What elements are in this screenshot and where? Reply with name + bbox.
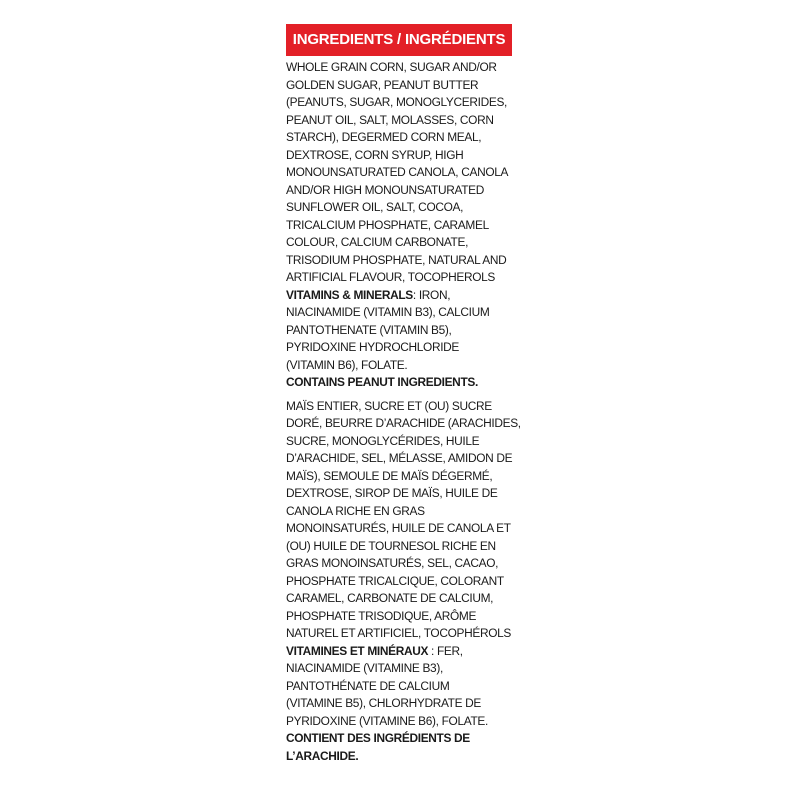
ingredient-line: MONOUNSATURATED CANOLA, CANOLA bbox=[286, 165, 509, 179]
vitamins-line: NIACINAMIDE (VITAMIN B3), CALCIUM bbox=[286, 305, 490, 319]
ingredient-line: CARAMEL, CARBONATE DE CALCIUM, bbox=[286, 591, 494, 605]
ingredient-line: SUNFLOWER OIL, SALT, COCOA, bbox=[286, 200, 464, 214]
ingredient-line: PHOSPHATE TRICALCIQUE, COLORANT bbox=[286, 573, 504, 588]
french-ingredients bbox=[286, 398, 521, 766]
ingredient-line: AND/OR HIGH MONOUNSATURATED bbox=[286, 182, 484, 197]
ingredient-line: TRICALCIUM PHOSPHATE, CARAMEL bbox=[286, 217, 489, 232]
ingredient-line: COLOUR, CALCIUM CARBONATE, bbox=[286, 235, 469, 249]
vitamins-label: VITAMINS & MINERALS bbox=[286, 287, 413, 302]
ingredient-line: SUCRE, MONOGLYCÉRIDES, HUILE bbox=[286, 433, 480, 448]
english-ingredients bbox=[286, 59, 513, 392]
ingredient-line: STARCH), DEGERMED CORN MEAL, bbox=[286, 130, 482, 144]
vitamins-line: NIACINAMIDE (VITAMINE B3), bbox=[286, 661, 443, 675]
ingredient-line: CANOLA RICHE EN GRAS bbox=[286, 503, 425, 518]
vitamins-line: PYRIDOXINE (VITAMINE B6), FOLATE. bbox=[286, 713, 488, 728]
ingredient-line: PEANUT OIL, SALT, MOLASSES, CORN bbox=[286, 112, 494, 127]
allergen-statement: CONTIENT DES INGRÉDIENTS DE bbox=[286, 731, 470, 745]
ingredient-line: MAÏS), SEMOULE DE MAÏS DÉGERMÉ, bbox=[286, 468, 493, 483]
ingredient-line: GOLDEN SUGAR, PEANUT BUTTER bbox=[286, 77, 479, 92]
ingredient-line: DEXTROSE, SIROP DE MAÏS, HUILE DE bbox=[286, 486, 498, 500]
ingredient-line: NATUREL ET ARTIFICIEL, TOCOPHÉROLS bbox=[286, 626, 511, 640]
ingredient-line: DEXTROSE, CORN SYRUP, HIGH bbox=[286, 147, 464, 162]
ingredient-line: ARTIFICIAL FLAVOUR, TOCOPHEROLS bbox=[286, 270, 496, 284]
ingredient-line: GRAS MONOINSATURÉS, SEL, CACAO, bbox=[286, 556, 499, 570]
ingredient-line: MAÏS ENTIER, SUCRE ET (OU) SUCRE bbox=[286, 398, 492, 413]
ingredient-line: PHOSPHATE TRISODIQUE, ARÔME bbox=[286, 608, 477, 623]
vitamins-line: (VITAMIN B6), FOLATE. bbox=[286, 357, 408, 372]
ingredient-line: DORÉ, BEURRE D’ARACHIDE (ARACHIDES, bbox=[286, 416, 521, 430]
ingredient-line: D’ARACHIDE, SEL, MÉLASSE, AMIDON DE bbox=[286, 451, 513, 465]
vitamins-label: VITAMINES ET MINÉRAUX bbox=[286, 643, 429, 658]
ingredients-header: INGREDIENTS / INGRÉDIENTS bbox=[286, 24, 512, 56]
vitamins-first-item: : IRON, bbox=[412, 287, 451, 302]
vitamins-line: (VITAMINE B5), CHLORHYDRATE DE bbox=[286, 696, 482, 710]
vitamins-line: PANTOTHENATE (VITAMIN B5), bbox=[286, 322, 452, 337]
ingredient-line: (PEANUTS, SUGAR, MONOGLYCERIDES, bbox=[286, 95, 508, 109]
ingredient-line: MONOINSATURÉS, HUILE DE CANOLA ET bbox=[286, 521, 511, 535]
allergen-statement: L’ARACHIDE. bbox=[286, 748, 359, 763]
vitamins-line bbox=[286, 643, 513, 661]
vitamins-line bbox=[286, 287, 513, 305]
allergen-statement: CONTAINS PEANUT INGREDIENTS. bbox=[286, 375, 478, 389]
ingredient-line: TRISODIUM PHOSPHATE, NATURAL AND bbox=[286, 252, 507, 267]
vitamins-first-item: : FER, bbox=[428, 643, 463, 658]
ingredient-line: WHOLE GRAIN CORN, SUGAR AND/OR bbox=[286, 60, 497, 74]
ingredient-line: (OU) HUILE DE TOURNESOL RICHE EN bbox=[286, 538, 496, 553]
vitamins-line: PANTOTHÉNATE DE CALCIUM bbox=[286, 678, 450, 693]
vitamins-line: PYRIDOXINE HYDROCHLORIDE bbox=[286, 340, 460, 354]
ingredients-panel bbox=[286, 24, 521, 765]
